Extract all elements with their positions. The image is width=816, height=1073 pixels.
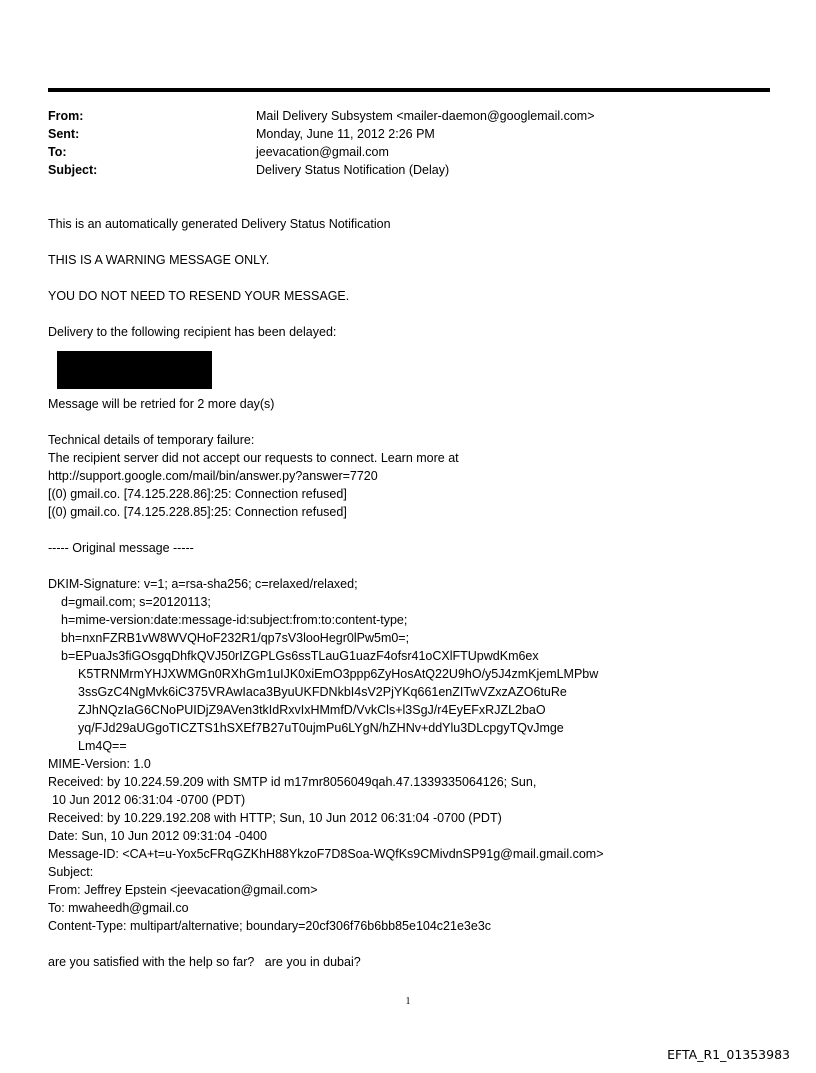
tech-link: http://support.google.com/mail/bin/answer.py?answer=7720 bbox=[48, 469, 378, 483]
dkim-line: K5TRNMrmYHJXWMGn0RXhGm1uIJK0xiEmO3ppp6ZyHosAtQ22U9hO/y5J4zmKjemLMPbw bbox=[78, 667, 599, 681]
header-to-row bbox=[48, 143, 668, 161]
tech-line: [(0) gmail.co. [74.125.228.86]:25: Connection refused] bbox=[48, 487, 347, 501]
header-to-value: jeevacation@gmail.com bbox=[256, 145, 389, 159]
dkim-line: h=mime-version:date:message-id:subject:from:to:content-type; bbox=[61, 613, 408, 627]
dkim-line: b=EPuaJs3fiGOsgqDhfkQVJ50rIZGPLGs6ssTLauG1uazF4ofsr41oCXlFTUpwdKm6ex bbox=[61, 649, 539, 663]
header-sent-value: Monday, June 11, 2012 2:26 PM bbox=[256, 127, 435, 141]
header-subject-label: Subject: bbox=[48, 163, 98, 177]
received-line: Received: by 10.224.59.209 with SMTP id m17mr8056049qah.47.1339335064126; Sun, bbox=[48, 775, 537, 789]
header-subject-row bbox=[48, 161, 668, 179]
message-body: are you satisfied with the help so far? are you in dubai? bbox=[48, 955, 361, 969]
page-number: 1 bbox=[405, 996, 411, 1007]
to-line: To: mwaheedh@gmail.co bbox=[48, 901, 189, 915]
dkim-line: Lm4Q== bbox=[78, 739, 127, 753]
message-id-line: Message-ID: <CA+t=u-Yox5cFRqGZKhH88YkzoF7D8Soa-WQfKs9CMivdnSP91g@mail.gmail.com> bbox=[48, 847, 604, 861]
date-line: Date: Sun, 10 Jun 2012 09:31:04 -0400 bbox=[48, 829, 267, 843]
dkim-line: DKIM-Signature: v=1; a=rsa-sha256; c=relaxed/relaxed; bbox=[48, 577, 358, 591]
header-from-row bbox=[48, 107, 668, 125]
mime-version-line: MIME-Version: 1.0 bbox=[48, 757, 151, 771]
original-message-divider: ----- Original message ----- bbox=[48, 541, 194, 555]
dkim-line: ZJhNQzIaG6CNoPUIDjZ9AVen3tkIdRxvIxHMmfD/VvkCls+l3SgJ/r4EyEFxRJZL2baO bbox=[78, 703, 546, 717]
header-rule bbox=[48, 88, 770, 92]
received-line: Received: by 10.229.192.208 with HTTP; Sun, 10 Jun 2012 06:31:04 -0700 (PDT) bbox=[48, 811, 502, 825]
dkim-line: yq/FJd29aUGgoTICZTS1hSXEf7B27uT0ujmPu6LYgN/hZHNv+ddYlu3DLcpgyTQvJmge bbox=[78, 721, 564, 735]
tech-line: [(0) gmail.co. [74.125.228.85]:25: Connection refused] bbox=[48, 505, 347, 519]
body-intro: This is an automatically generated Delivery Status Notification bbox=[48, 217, 391, 231]
body-warning: THIS IS A WARNING MESSAGE ONLY. bbox=[48, 253, 270, 267]
tech-heading: Technical details of temporary failure: bbox=[48, 433, 255, 447]
dkim-line: 3ssGzC4NgMvk6iC375VRAwIaca3ByuUKFDNkbI4sV2PjYKq661enZITwVZxzAZO6tuRe bbox=[78, 685, 567, 699]
body-delayed: Delivery to the following recipient has been delayed: bbox=[48, 325, 337, 339]
body-retry: Message will be retried for 2 more day(s) bbox=[48, 397, 275, 411]
from-line: From: Jeffrey Epstein <jeevacation@gmail.com> bbox=[48, 883, 318, 897]
header-subject-value: Delivery Status Notification (Delay) bbox=[256, 163, 450, 177]
dkim-line: bh=nxnFZRB1vW8WVQHoF232R1/qp7sV3looHegr0lPw5m0=; bbox=[61, 631, 410, 645]
header-sent-label: Sent: bbox=[48, 127, 80, 141]
body-no-resend: YOU DO NOT NEED TO RESEND YOUR MESSAGE. bbox=[48, 289, 350, 303]
bates-stamp: EFTA_R1_01353983 bbox=[667, 1047, 790, 1062]
tech-line: The recipient server did not accept our requests to connect. Learn more at bbox=[48, 451, 459, 465]
header-to-label: To: bbox=[48, 145, 67, 159]
received-line: 10 Jun 2012 06:31:04 -0700 (PDT) bbox=[52, 793, 246, 807]
content-type-line: Content-Type: multipart/alternative; boundary=20cf306f76b6bb85e104c21e3e3c bbox=[48, 919, 492, 933]
subject-line: Subject: bbox=[48, 865, 94, 879]
header-from-label: From: bbox=[48, 109, 84, 123]
header-from-value: Mail Delivery Subsystem <mailer-daemon@googlemail.com> bbox=[256, 109, 595, 123]
redaction-box bbox=[57, 351, 212, 389]
header-sent-row bbox=[48, 125, 668, 143]
dkim-line: d=gmail.com; s=20120113; bbox=[61, 595, 211, 609]
